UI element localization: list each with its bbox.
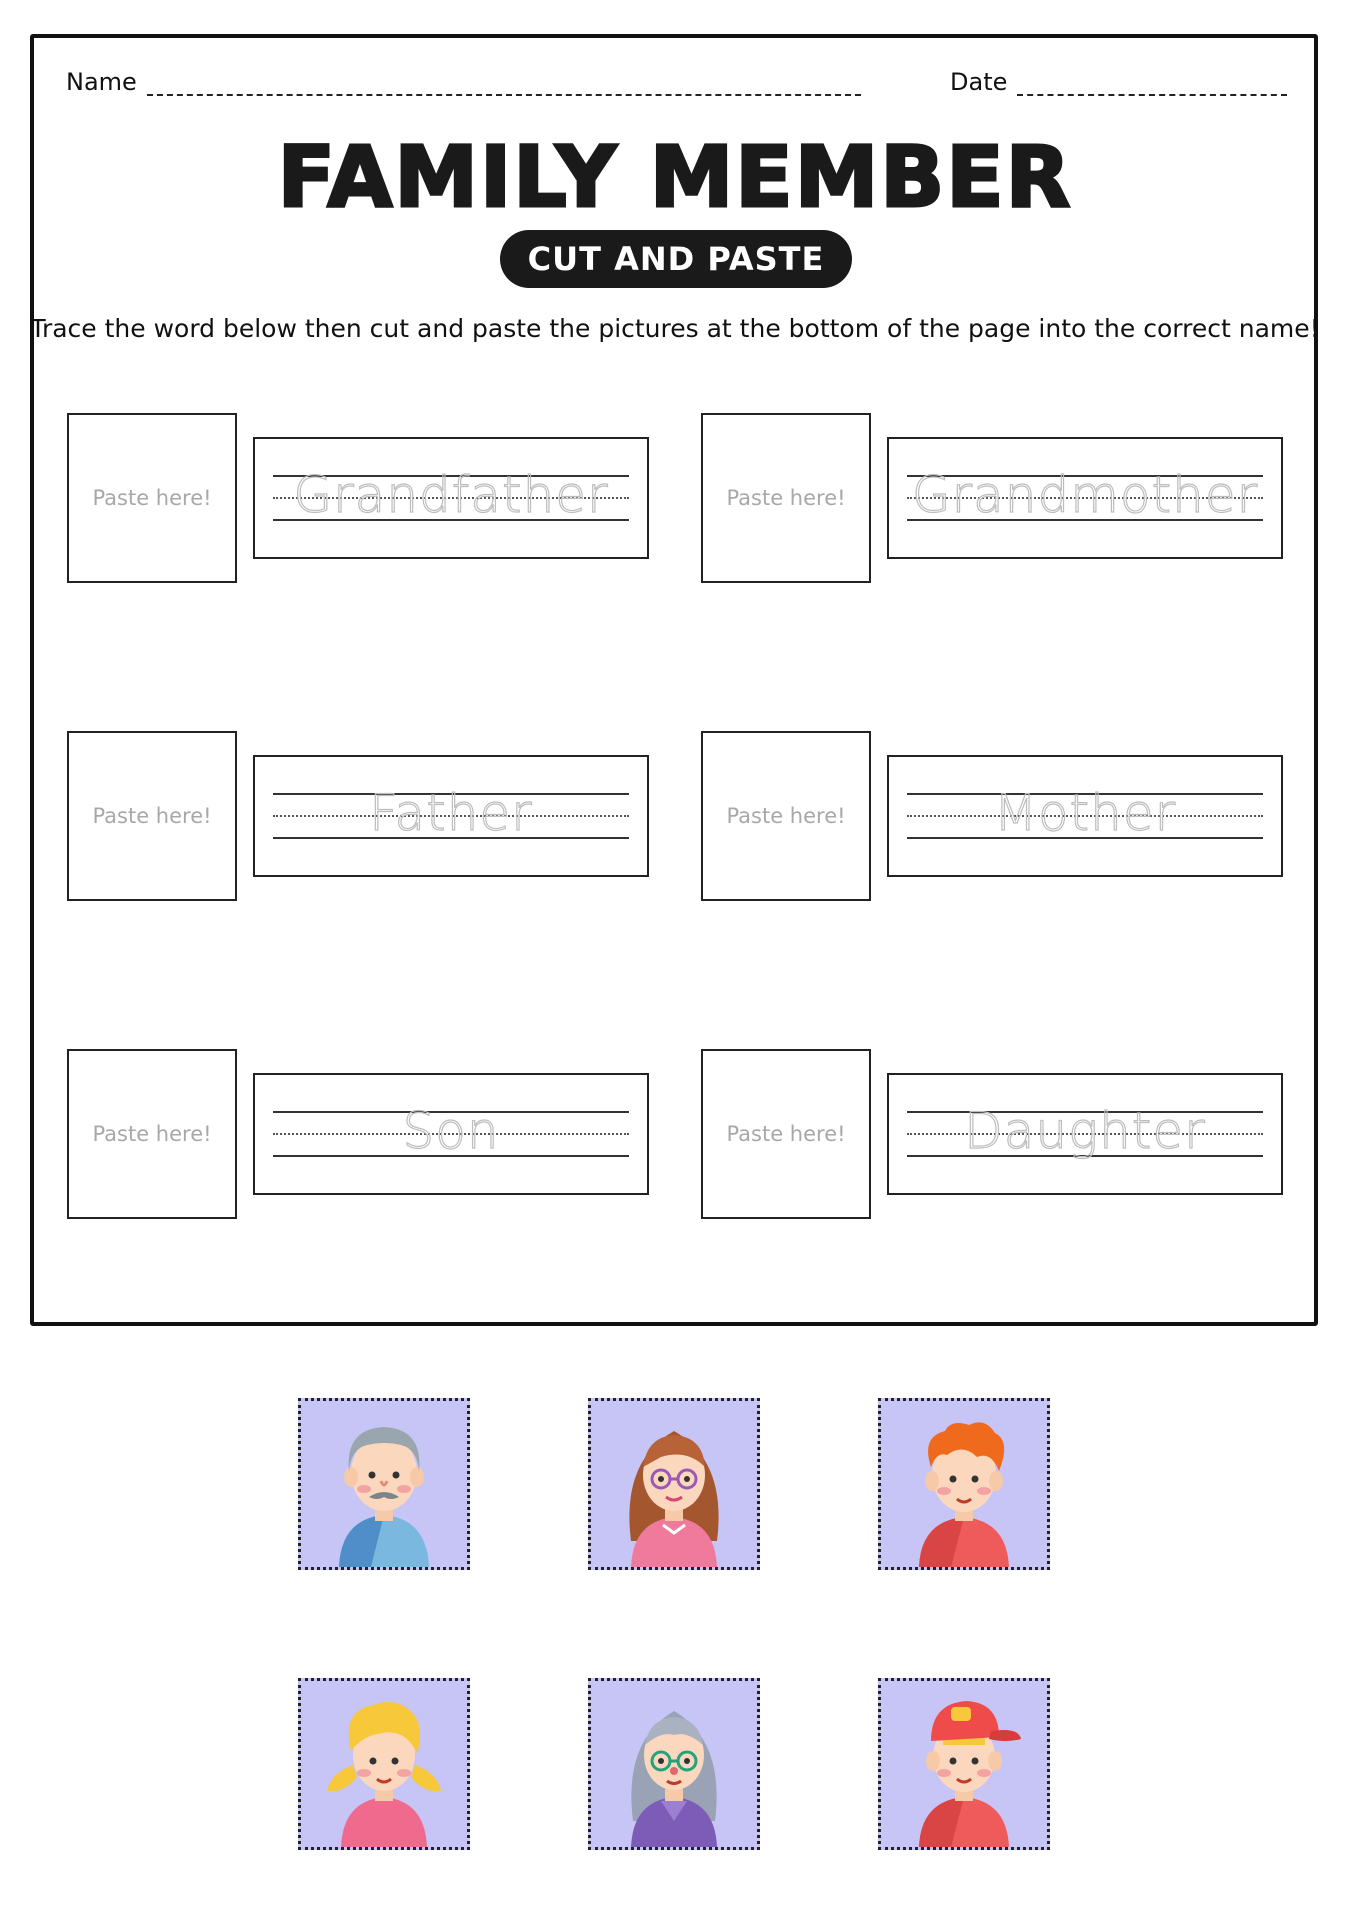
trace-box-mother[interactable]: [887, 755, 1283, 877]
paste-label: Paste here!: [92, 804, 212, 828]
name-label: Name: [66, 68, 137, 96]
cutout-grandfather[interactable]: [298, 1398, 470, 1570]
trace-box-grandmother[interactable]: [887, 437, 1283, 559]
paste-box-daughter[interactable]: [701, 1049, 871, 1219]
cutout-daughter[interactable]: [298, 1678, 470, 1850]
paste-box-grandfather[interactable]: [67, 413, 237, 583]
paste-label: Paste here!: [726, 804, 846, 828]
date-blank-line[interactable]: [1017, 76, 1287, 96]
daughter-portrait-icon: [301, 1681, 467, 1847]
page-title: FAMILY MEMBER: [277, 128, 1073, 226]
trace-word-father: Father: [369, 784, 533, 842]
trace-word-daughter: Daughter: [964, 1102, 1206, 1160]
paste-box-mother[interactable]: [701, 731, 871, 901]
date-field[interactable]: [950, 68, 1287, 96]
cutout-mother[interactable]: [588, 1398, 760, 1570]
mother-portrait-icon: [591, 1401, 757, 1567]
trace-box-daughter[interactable]: [887, 1073, 1283, 1195]
trace-box-father[interactable]: [253, 755, 649, 877]
boy-cap-portrait-icon: [881, 1681, 1047, 1847]
name-blank-line[interactable]: [147, 76, 861, 96]
paste-box-father[interactable]: [67, 731, 237, 901]
cutout-boy-cap[interactable]: [878, 1678, 1050, 1850]
paste-label: Paste here!: [726, 1122, 846, 1146]
date-label: Date: [950, 68, 1008, 96]
trace-box-grandfather[interactable]: [253, 437, 649, 559]
name-field[interactable]: [66, 68, 861, 96]
grandmother-portrait-icon: [591, 1681, 757, 1847]
paste-box-son[interactable]: [67, 1049, 237, 1219]
grandfather-portrait-icon: [301, 1401, 467, 1567]
cutout-son[interactable]: [878, 1398, 1050, 1570]
trace-word-grandmother: Grandmother: [911, 466, 1259, 524]
trace-word-mother: Mother: [993, 784, 1177, 842]
subtitle-badge: CUT AND PASTE: [500, 230, 852, 288]
instructions-text: Trace the word below then cut and paste the pictures at the bottom of the page into the correct name!: [30, 314, 1320, 343]
paste-box-grandmother[interactable]: [701, 413, 871, 583]
trace-box-son[interactable]: [253, 1073, 649, 1195]
son-portrait-icon: [881, 1401, 1047, 1567]
cutout-grandmother[interactable]: [588, 1678, 760, 1850]
paste-label: Paste here!: [92, 1122, 212, 1146]
paste-label: Paste here!: [726, 486, 846, 510]
trace-word-grandfather: Grandfather: [293, 466, 609, 524]
paste-label: Paste here!: [92, 486, 212, 510]
trace-word-son: Son: [402, 1102, 500, 1160]
